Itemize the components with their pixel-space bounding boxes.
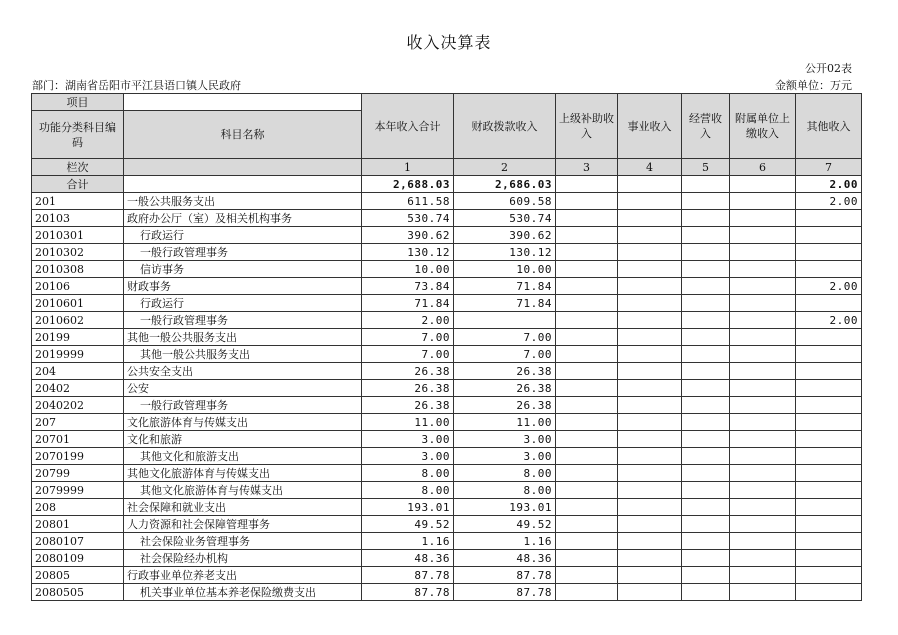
- row-name: 信访事务: [124, 261, 362, 278]
- row-code: 20799: [32, 465, 124, 482]
- row-c6: [730, 567, 796, 584]
- row-c7: [796, 227, 862, 244]
- row-code: 2070199: [32, 448, 124, 465]
- table-code: 公开02表: [805, 62, 852, 75]
- row-code: 2019999: [32, 346, 124, 363]
- row-code: 2040202: [32, 397, 124, 414]
- row-c3: [556, 380, 618, 397]
- row-c6: [730, 278, 796, 295]
- row-c7: [796, 380, 862, 397]
- row-code: 20103: [32, 210, 124, 227]
- row-code: 20402: [32, 380, 124, 397]
- row-c2: 26.38: [454, 397, 556, 414]
- table-row: [32, 295, 862, 312]
- row-c4: [618, 584, 682, 601]
- row-name: 公安: [124, 380, 362, 397]
- row-code: 2080109: [32, 550, 124, 567]
- row-c2: 7.00: [454, 346, 556, 363]
- row-c1: 8.00: [362, 465, 454, 482]
- row-c2: 26.38: [454, 363, 556, 380]
- row-c5: [682, 210, 730, 227]
- row-c7: 2.00: [796, 312, 862, 329]
- row-c1: 390.62: [362, 227, 454, 244]
- row-c3: [556, 193, 618, 210]
- row-c2: 530.74: [454, 210, 556, 227]
- table-row: [32, 244, 862, 261]
- row-c6: [730, 431, 796, 448]
- header-col5: 经营收入: [682, 94, 730, 159]
- row-c5: [682, 567, 730, 584]
- row-c7: [796, 567, 862, 584]
- row-c7: [796, 431, 862, 448]
- row-code: 2080107: [32, 533, 124, 550]
- row-c1: 11.00: [362, 414, 454, 431]
- row-c4: [618, 516, 682, 533]
- row-c1: 130.12: [362, 244, 454, 261]
- row-name: 其他一般公共服务支出: [124, 329, 362, 346]
- row-name: 行政运行: [124, 227, 362, 244]
- row-c5: [682, 346, 730, 363]
- row-c3: [556, 210, 618, 227]
- row-name: 行政运行: [124, 295, 362, 312]
- row-c2: 87.78: [454, 584, 556, 601]
- total-c1: 2,688.03: [362, 176, 454, 193]
- row-c1: 8.00: [362, 482, 454, 499]
- row-c4: [618, 312, 682, 329]
- row-c3: [556, 448, 618, 465]
- total-c2: 2,686.03: [454, 176, 556, 193]
- row-c1: 10.00: [362, 261, 454, 278]
- row-c4: [618, 193, 682, 210]
- row-c3: [556, 329, 618, 346]
- row-c6: [730, 329, 796, 346]
- table-row: [32, 482, 862, 499]
- table-row: [32, 363, 862, 380]
- row-c1: 48.36: [362, 550, 454, 567]
- row-c6: [730, 227, 796, 244]
- row-c5: [682, 295, 730, 312]
- row-c7: [796, 244, 862, 261]
- row-c7: 2.00: [796, 193, 862, 210]
- row-c7: [796, 499, 862, 516]
- row-c1: 71.84: [362, 295, 454, 312]
- row-name: 公共安全支出: [124, 363, 362, 380]
- row-c2: 26.38: [454, 380, 556, 397]
- row-code: 2080505: [32, 584, 124, 601]
- row-c1: 611.58: [362, 193, 454, 210]
- row-c3: [556, 346, 618, 363]
- row-c6: [730, 482, 796, 499]
- row-code: 2010601: [32, 295, 124, 312]
- row-c2: 8.00: [454, 465, 556, 482]
- row-c3: [556, 227, 618, 244]
- row-c3: [556, 499, 618, 516]
- row-c4: [618, 414, 682, 431]
- table-row: [32, 210, 862, 227]
- row-c1: 26.38: [362, 397, 454, 414]
- row-code: 201: [32, 193, 124, 210]
- row-c5: [682, 329, 730, 346]
- row-name: 政府办公厅（室）及相关机构事务: [124, 210, 362, 227]
- table-row: [32, 397, 862, 414]
- row-c4: [618, 397, 682, 414]
- row-c4: [618, 465, 682, 482]
- row-c4: [618, 210, 682, 227]
- row-c1: 26.38: [362, 380, 454, 397]
- row-c4: [618, 448, 682, 465]
- row-code: 2079999: [32, 482, 124, 499]
- row-c6: [730, 499, 796, 516]
- row-code: 20801: [32, 516, 124, 533]
- row-code: 20805: [32, 567, 124, 584]
- row-c3: [556, 244, 618, 261]
- table-row: [32, 567, 862, 584]
- row-c3: [556, 567, 618, 584]
- total-row: [32, 176, 862, 193]
- row-c7: [796, 261, 862, 278]
- row-c7: [796, 465, 862, 482]
- table-row: [32, 312, 862, 329]
- row-code: 20199: [32, 329, 124, 346]
- row-c3: [556, 295, 618, 312]
- row-c3: [556, 397, 618, 414]
- row-c2: 3.00: [454, 431, 556, 448]
- row-c6: [730, 295, 796, 312]
- total-label: 合计: [32, 176, 124, 193]
- row-code: 204: [32, 363, 124, 380]
- index-row: 栏次 1 2 3 4 5 6 7: [32, 159, 862, 176]
- row-c7: [796, 397, 862, 414]
- row-code: 2010301: [32, 227, 124, 244]
- row-c4: [618, 227, 682, 244]
- row-c6: [730, 533, 796, 550]
- row-c4: [618, 295, 682, 312]
- page-title: 收入决算表: [406, 33, 492, 52]
- row-c7: [796, 210, 862, 227]
- table-row: [32, 261, 862, 278]
- row-c5: [682, 380, 730, 397]
- row-c7: [796, 329, 862, 346]
- row-c4: [618, 533, 682, 550]
- row-c1: 87.78: [362, 567, 454, 584]
- row-c6: [730, 465, 796, 482]
- row-c5: [682, 448, 730, 465]
- table-row: [32, 448, 862, 465]
- row-c5: [682, 516, 730, 533]
- row-name: 其他文化旅游体育与传媒支出: [124, 465, 362, 482]
- row-c6: [730, 414, 796, 431]
- header-col6: 附属单位上缴收入: [730, 94, 796, 159]
- row-c2: 71.84: [454, 295, 556, 312]
- row-c2: 11.00: [454, 414, 556, 431]
- row-code: 2010602: [32, 312, 124, 329]
- row-c2: 390.62: [454, 227, 556, 244]
- row-c4: [618, 499, 682, 516]
- row-c7: 2.00: [796, 278, 862, 295]
- row-c4: [618, 278, 682, 295]
- table-row: [32, 465, 862, 482]
- row-c7: [796, 550, 862, 567]
- row-c2: 49.52: [454, 516, 556, 533]
- table-row: [32, 193, 862, 210]
- row-c6: [730, 261, 796, 278]
- row-name: 社会保险业务管理事务: [124, 533, 362, 550]
- row-c5: [682, 261, 730, 278]
- row-name: 其他一般公共服务支出: [124, 346, 362, 363]
- row-c1: 3.00: [362, 431, 454, 448]
- row-c1: 26.38: [362, 363, 454, 380]
- row-c2: 1.16: [454, 533, 556, 550]
- row-c5: [682, 584, 730, 601]
- row-c2: 71.84: [454, 278, 556, 295]
- header-col4: 事业收入: [618, 94, 682, 159]
- row-name: 一般公共服务支出: [124, 193, 362, 210]
- unit-label: 金额单位：万元: [775, 79, 852, 92]
- row-c7: [796, 482, 862, 499]
- row-c2: 609.58: [454, 193, 556, 210]
- row-c7: [796, 363, 862, 380]
- row-c1: 530.74: [362, 210, 454, 227]
- row-code: 2010308: [32, 261, 124, 278]
- row-code: 20106: [32, 278, 124, 295]
- row-c3: [556, 278, 618, 295]
- row-c3: [556, 363, 618, 380]
- row-c6: [730, 516, 796, 533]
- row-c3: [556, 533, 618, 550]
- row-c7: [796, 584, 862, 601]
- row-c1: 49.52: [362, 516, 454, 533]
- department-label: 部门：湖南省岳阳市平江县语口镇人民政府: [32, 79, 241, 92]
- row-c6: [730, 210, 796, 227]
- row-code: 207: [32, 414, 124, 431]
- row-c1: 2.00: [362, 312, 454, 329]
- row-c2: 8.00: [454, 482, 556, 499]
- row-c6: [730, 550, 796, 567]
- row-c2: 193.01: [454, 499, 556, 516]
- row-name: 文化旅游体育与传媒支出: [124, 414, 362, 431]
- row-c5: [682, 414, 730, 431]
- row-c1: 1.16: [362, 533, 454, 550]
- row-code: 2010302: [32, 244, 124, 261]
- row-c6: [730, 193, 796, 210]
- total-c7: 2.00: [796, 176, 862, 193]
- row-c6: [730, 312, 796, 329]
- row-c5: [682, 431, 730, 448]
- table-row: [32, 278, 862, 295]
- row-c5: [682, 312, 730, 329]
- row-c3: [556, 465, 618, 482]
- row-c5: [682, 482, 730, 499]
- row-c4: [618, 329, 682, 346]
- row-c1: 7.00: [362, 346, 454, 363]
- row-c1: 3.00: [362, 448, 454, 465]
- table-row: [32, 533, 862, 550]
- row-c5: [682, 533, 730, 550]
- row-name: 其他文化旅游体育与传媒支出: [124, 482, 362, 499]
- table-row: [32, 227, 862, 244]
- row-c3: [556, 261, 618, 278]
- row-c7: [796, 414, 862, 431]
- row-name: 机关事业单位基本养老保险缴费支出: [124, 584, 362, 601]
- row-name: 其他文化和旅游支出: [124, 448, 362, 465]
- table-row: [32, 380, 862, 397]
- row-c3: [556, 516, 618, 533]
- row-c4: [618, 431, 682, 448]
- row-c2: 87.78: [454, 567, 556, 584]
- row-c1: 73.84: [362, 278, 454, 295]
- row-c3: [556, 312, 618, 329]
- row-c4: [618, 482, 682, 499]
- row-name: 一般行政管理事务: [124, 244, 362, 261]
- row-c5: [682, 499, 730, 516]
- row-c6: [730, 397, 796, 414]
- row-c5: [682, 278, 730, 295]
- row-name: 文化和旅游: [124, 431, 362, 448]
- header-col3: 上级补助收入: [556, 94, 618, 159]
- row-c5: [682, 550, 730, 567]
- table-row: [32, 346, 862, 363]
- row-c2: [454, 312, 556, 329]
- row-name: 一般行政管理事务: [124, 312, 362, 329]
- header-col1: 本年收入合计: [362, 94, 454, 159]
- row-c5: [682, 397, 730, 414]
- row-c3: [556, 550, 618, 567]
- row-name: 一般行政管理事务: [124, 397, 362, 414]
- row-c2: 7.00: [454, 329, 556, 346]
- row-c5: [682, 363, 730, 380]
- row-c3: [556, 414, 618, 431]
- row-c5: [682, 465, 730, 482]
- table-row: [32, 329, 862, 346]
- table-row: [32, 414, 862, 431]
- row-c7: [796, 295, 862, 312]
- index-label: 栏次: [32, 159, 124, 176]
- row-c1: 7.00: [362, 329, 454, 346]
- row-c4: [618, 346, 682, 363]
- row-c7: [796, 346, 862, 363]
- row-c5: [682, 227, 730, 244]
- row-c4: [618, 380, 682, 397]
- row-c6: [730, 346, 796, 363]
- row-c4: [618, 261, 682, 278]
- row-c2: 3.00: [454, 448, 556, 465]
- table-row: [32, 499, 862, 516]
- header-item: 项目: [32, 94, 124, 111]
- table-row: [32, 431, 862, 448]
- row-c2: 48.36: [454, 550, 556, 567]
- header-col2: 财政拨款收入: [454, 94, 556, 159]
- row-c3: [556, 584, 618, 601]
- row-code: 20701: [32, 431, 124, 448]
- header-col7: 其他收入: [796, 94, 862, 159]
- table-row: [32, 516, 862, 533]
- row-c3: [556, 482, 618, 499]
- row-c6: [730, 363, 796, 380]
- row-name: 社会保险经办机构: [124, 550, 362, 567]
- row-c6: [730, 584, 796, 601]
- header-row-item: [32, 94, 862, 111]
- row-c7: [796, 516, 862, 533]
- row-name: 社会保障和就业支出: [124, 499, 362, 516]
- row-c5: [682, 244, 730, 261]
- row-c4: [618, 550, 682, 567]
- row-c1: 193.01: [362, 499, 454, 516]
- row-c2: 130.12: [454, 244, 556, 261]
- row-c5: [682, 193, 730, 210]
- row-c6: [730, 244, 796, 261]
- row-c4: [618, 363, 682, 380]
- row-c7: [796, 448, 862, 465]
- income-table: [31, 93, 862, 601]
- row-c6: [730, 448, 796, 465]
- header-func-code: 功能分类科目编码: [32, 111, 124, 159]
- row-c4: [618, 244, 682, 261]
- row-c2: 10.00: [454, 261, 556, 278]
- table-row: [32, 550, 862, 567]
- row-c1: 87.78: [362, 584, 454, 601]
- row-name: 人力资源和社会保障管理事务: [124, 516, 362, 533]
- table-row: [32, 584, 862, 601]
- row-code: 208: [32, 499, 124, 516]
- row-c6: [730, 380, 796, 397]
- row-c7: [796, 533, 862, 550]
- row-c3: [556, 431, 618, 448]
- row-name: 行政事业单位养老支出: [124, 567, 362, 584]
- row-c4: [618, 567, 682, 584]
- header-subject-name: 科目名称: [124, 111, 362, 159]
- row-name: 财政事务: [124, 278, 362, 295]
